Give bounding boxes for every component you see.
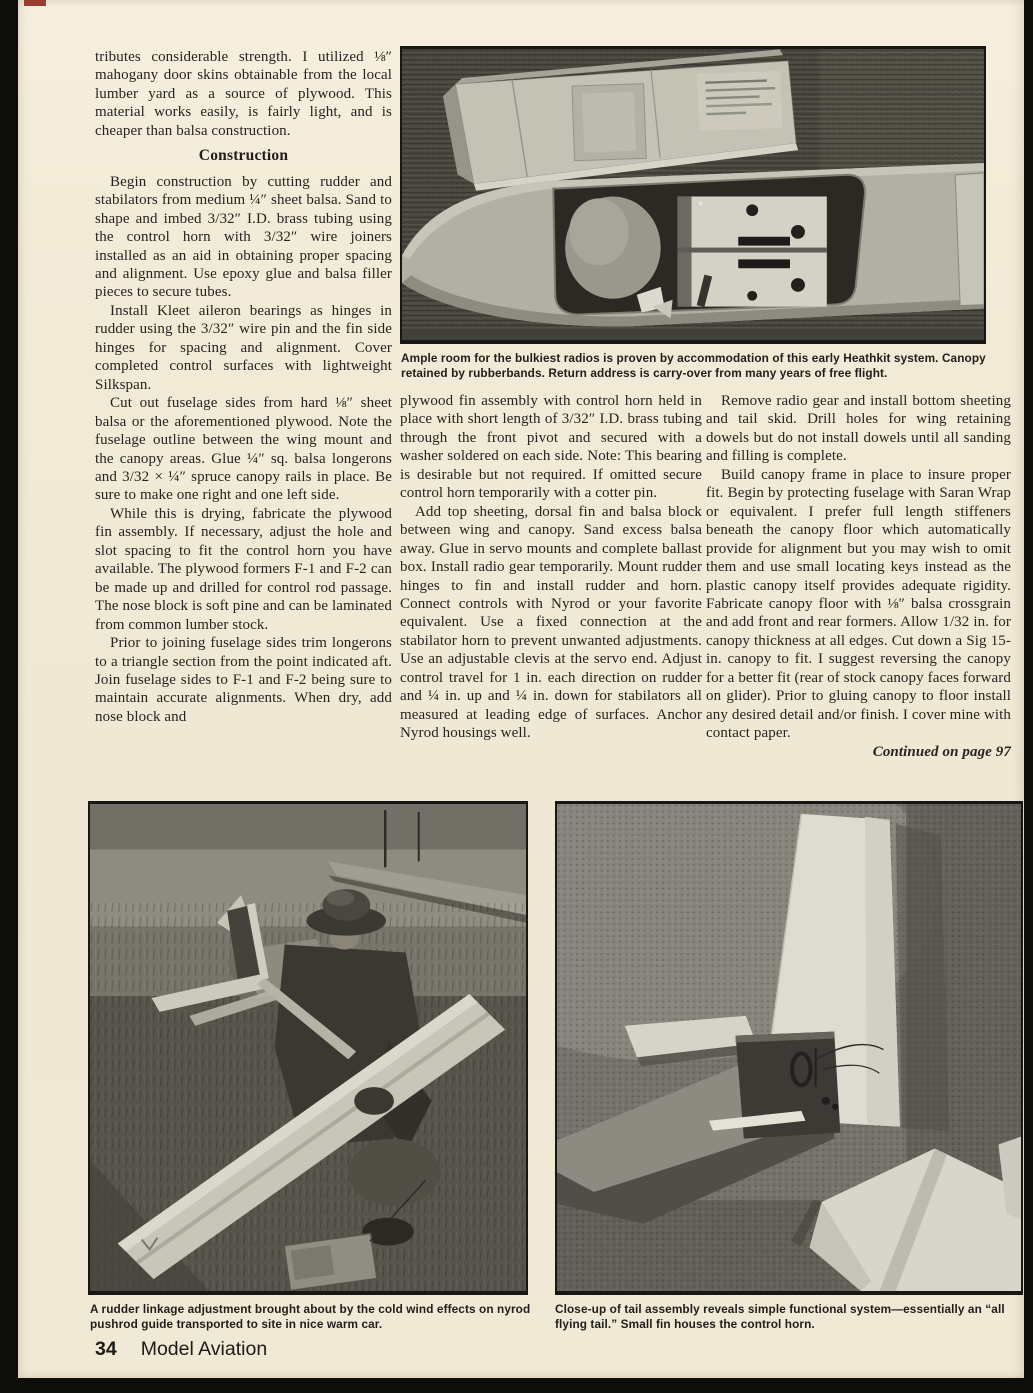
bottom-left-photo-field [88,801,528,1295]
section-heading: Construction [198,147,289,165]
continued-note: Continued on page 97 [872,743,1011,760]
bottom-left-caption: A rudder linkage adjustment brought about by the cold wind effects on nyrod pushrod guide transported to site in nice warm car. [90,1302,531,1331]
page [18,0,1024,1378]
paragraph: While this is drying, fabricate the plywood fin assembly. If necessary, adjust the hole and slot spacing to fit the control horn you have available. The plywood formers F-1 and F-2 can be made up and drilled for control rod passage. The nose block is soft pine and can be laminated from common lumber stock. [95,505,392,633]
page-footer [95,1338,267,1361]
field-photo-illustration [90,804,526,1291]
red-mark [24,0,46,6]
article-middle-column [400,392,702,743]
article-left-column [95,48,392,726]
paragraph: Remove radio gear and install bottom sheeting and tail skid. Drill holes for wing retaining dowels but do not install dowels until all sanding and filling is complete. [706,393,1011,465]
top-photo-caption: Ample room for the bulkiest radios is proven by accommodation of this early Heathkit system. Canopy retained by rubberbands. Return address is carry-over from many years of free flight. [401,351,986,380]
paragraph: Add top sheeting, dorsal fin and balsa block between wing and canopy. Sand excess balsa away. Glue in servo mounts and complete ballast box. Install radio gear temporarily. Mount rudder hinges to fin and install rudder and horn. Connect controls with Nyrod or your favorite equivalent. Use a fixed connection at the stabilator horn to prevent unwanted adjustments. Use an adjustable clevis at the servo end. Adjust control travel for 1 in. each direction on rudder and ¼ in. up and ¼ in. down for stabilators all measured at leading edge of surfaces. Anchor Nyrod housings well. [400,503,702,742]
article-right-column [706,392,1011,761]
magazine-title: Model Aviation [140,1338,268,1360]
top-photo-fuselage-radio [400,46,986,344]
bottom-right-caption: Close-up of tail assembly reveals simple functional system—essentially an “all flying tail.” Small fin houses the control horn. [555,1302,1005,1331]
paragraph: Begin construction by cutting rudder and stabilators from medium ¼″ sheet balsa. Sand to shape and imbed 3/32″ I.D. brass tubing using the control horn with 3/32″ wire joiners installed as an aid in obtaining proper spacing and alignment. Use epoxy glue and balsa filler pieces to secure tubes. [95,173,392,301]
top-photo-illustration [402,49,984,340]
bottom-right-photo-tail [555,801,1023,1295]
paragraph: Cut out fuselage sides from hard ⅛″ sheet balsa or the aforementioned plywood. Note the fuselage outline between the wing mount and the canopy areas. Glue ¼″ sq. balsa longerons and 3/32 × ¼″ spruce canopy rails in place. Be sure to make one right and one left side. [95,395,392,504]
paragraph: Prior to joining fuselage sides trim longerons to a triangle section from the point indicated aft. Join fuselage sides to F-1 and F-2 being sure to maintain accurate alignments. When dry, add nose block and [95,635,392,725]
paragraph: plywood fin assembly with control horn held in place with short length of 3/32″ I.D. brass tubing through the front pivot and secured with a washer soldered on each side. Note: This bearing is desirable but not required. If omitted secure control horn temporarily with a cotter pin. [400,393,702,502]
paragraph: tributes considerable strength. I utilized ⅛″ mahogany door skins obtainable from the local lumber yard as a source of plywood. This material works easily, is fairly light, and is cheaper than balsa construction. [95,49,392,139]
tail-photo-illustration [557,804,1021,1291]
paragraph: Install Kleet aileron bearings as hinges in rudder using the 3/32″ wire pin and the fin side hinges for spacing and alignment. Cover completed control surfaces with lightweight Silkspan. [95,302,392,393]
paragraph: Build canopy frame in place to insure proper fit. Begin by protecting fuselage with Saran Wrap or equivalent. I prefer full length stiffeners beneath the canopy floor which automatically provide for alignment but you may wish to omit them and use small locating keys instead as the plastic canopy itself provides adequate rigidity. Fabricate canopy floor with ⅛″ balsa crossgrain and add front and rear formers. Allow 1/32 in. for canopy thickness at all edges. Cut down a Sig 15-in. canopy to fit. I suggest reversing the canopy for a better fit (rear of stock canopy faces forward on glider). Prior to gluing canopy to floor install any desired detail and/or finish. I cover mine with contact paper. [706,466,1011,742]
page-number: 34 [95,1338,117,1360]
